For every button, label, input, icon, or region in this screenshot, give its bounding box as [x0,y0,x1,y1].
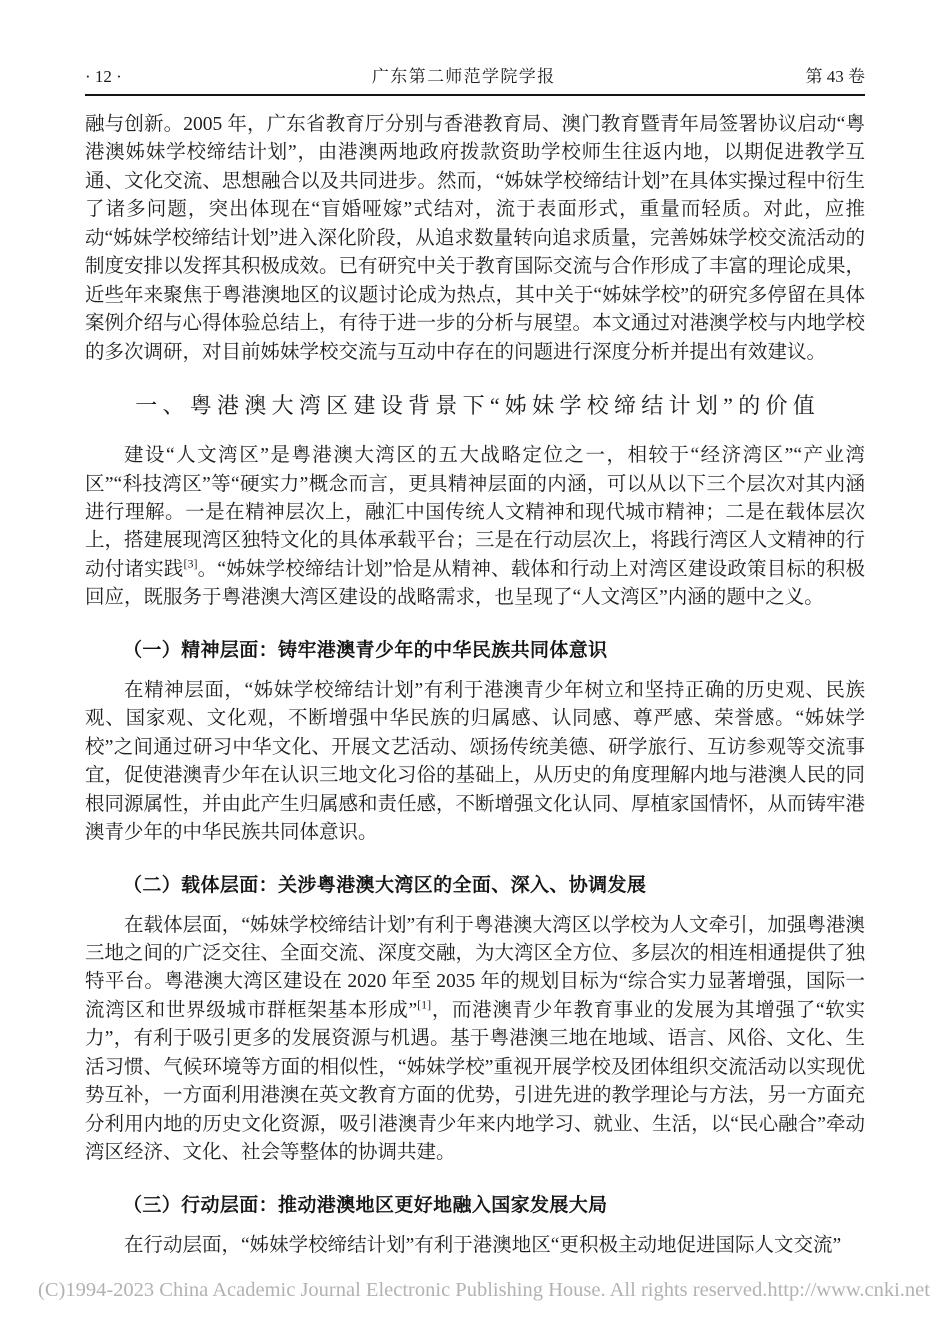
subsection-1-paragraph: 在精神层面，“姊妹学校缔结计划”有利于港澳青少年树立和坚持正确的历史观、民族观、国家观、文化观，不断增强中华民族的归属感、认同感、尊严感、荣誉感。“姊妹学校”之间通过研习中华文化、开展文艺活动、颂扬传统美德、研学旅行、互访参观等交流事宜，促使港澳青少年在认识三地文化习俗的基础上，从历史的角度理解内地与港澳人民的同根同源属性，并由此产生归属感和责任感，不断增强文化认同、厚植家国情怀，从而铸牢港澳青少年的中华民族共同体意识。 [85,679,866,844]
running-header [85,62,865,87]
subsection-3-paragraph: 在行动层面，“姊妹学校缔结计划”有利于港澳地区“更积极主动地促进国际人文交流” [124,1234,842,1256]
copyright-text: (C)1994-2023 China Academic Journal Electronic Publishing House. All rights reserved. [38,1279,768,1301]
intro-paragraph: 融与创新。2005 年，广东省教育厅分别与香港教育局、澳门教育暨青年局签署协议启动“粤港澳姊妹学校缔结计划”，由港澳两地政府拨款资助学校师生往返内地，以期促进教学互通、文化交流、思想融合以及共同进步。然而，“姊妹学校缔结计划”在具体实操过程中衍生了诸多问题，突出体现在“盲婚哑嫁”式结对，流于表面形式，重量而轻质。对此，应推动“姊妹学校缔结计划”进入深化阶段，从追求数量转向追求质量，完善姊妹学校交流活动的制度安排以发挥其积极成效。已有研究中关于教育国际交流与合作形成了丰富的理论成果，近些年来聚焦于粤港澳地区的议题讨论成为热点，其中关于“姊妹学校”的研究多停留在具体案例介绍与心得体验总结上，有待于进一步的分析与展望。本文通过对港澳学校与内地学校的多次调研，对目前姊妹学校交流与互动中存在的问题进行深度分析并提出有效建议。 [85,114,866,363]
lead-paragraph-text-after-citation: 。“姊妹学校缔结计划”恰是从精神、载体和行动上对湾区建设政策目标的积极回应，既服务于粤港澳大湾区建设的战略需求，也呈现了“人文湾区”内涵的题中之义。 [85,558,865,609]
section-1-heading: 一、粤港澳大湾区建设背景下“姊妹学校缔结计划”的价值 [135,393,821,419]
subsection-1-heading: （一）精神层面：铸牢港澳青少年的中华民族共同体意识 [123,639,608,661]
section-1-lead-paragraph [85,442,865,613]
journal-title: 广东第二师范学院学报 [371,67,556,86]
header-rule [85,94,865,96]
subsection-2-paragraph [85,912,865,1168]
cnki-url: http://www.cnki.net [767,1279,930,1301]
cnki-copyright-footer [38,1279,930,1302]
citation-ref-3: [3] [183,556,198,571]
lead-paragraph-text-before-citation: 建设“人文湾区”是粤港澳大湾区的五大战略定位之一，相较于“经济湾区”“产业湾区”“科技湾区”等“硬实力”概念而言，更具精神层面的内涵，可以从以下三个层次对其内涵进行理解。一是在精神层次上，融汇中国传统人文精神和现代城市精神；二是在载体层次上，搭建展现湾区独特文化的具体承载平台；三是在行动层次上，将践行湾区人文精神的行动付诸实践 [85,445,866,580]
subsection-3-heading: （三）行动层面：推动港澳地区更好地融入国家发展大局 [123,1194,608,1216]
article-body [85,111,865,1260]
citation-ref-1: [1] [417,997,432,1012]
subsection-2-heading: （二）载体层面：关涉粤港澳大湾区的全面、深入、协调发展 [123,874,647,896]
subsection-2-text-before-citation: 在载体层面，“姊妹学校缔结计划”有利于粤港澳大湾区以学校为人文牵引，加强粤港澳三地之间的广泛交往、全面交流、深度交融，为大湾区全方位、多层次的相连相通提供了独特平台。粤港澳大湾区建设在 2020 年至 2035 年的规划目标为“综合实力显著增强，国际一流湾区和世界级城市群框架基本形成” [85,914,866,1021]
page-number: · 12 · [85,67,122,86]
subsection-2-text-after-citation: ，而港澳青少年教育事业的发展为其增强了“软实力”，有利于吸引更多的发展资源与机遇。基于粤港澳三地在地域、语言、风俗、文化、生活习惯、气候环境等方面的相似性，“姊妹学校”重视开展学校及团体组织交流活动以实现优势互补，一方面利用港澳在英文教育方面的优势，引进先进的教学理论与方法，另一方面充分利用内地的历史文化资源，吸引港澳青少年来内地学习、就业、生活，以“民心融合”牵动湾区经济、文化、社会等整体的协调共建。 [85,999,866,1164]
volume-number: 第 43 卷 [805,67,865,86]
